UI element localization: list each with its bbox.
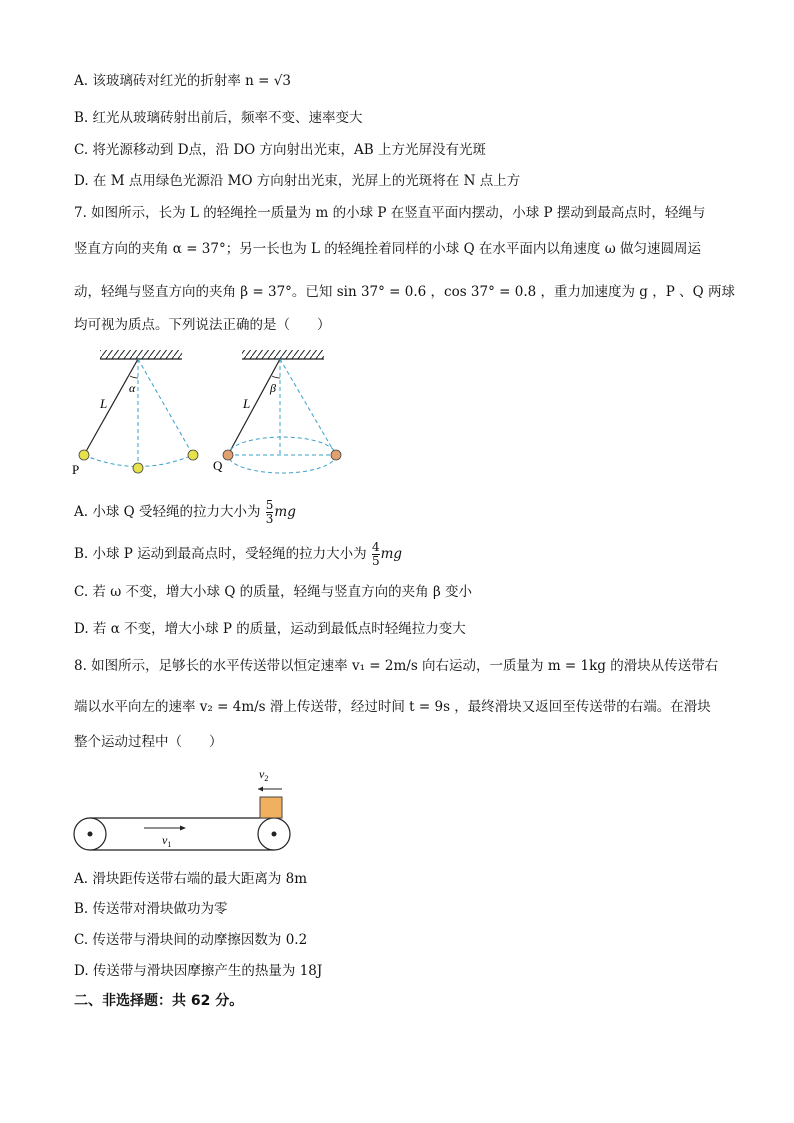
q6-option-d: D. 在 M 点用绿色光源沿 MO 方向射出光束，光屏上的光斑将在 N 点上方 <box>74 173 521 189</box>
ball-p-right <box>188 450 198 460</box>
label-p: P <box>72 462 80 477</box>
q7-option-c: C. 若 ω 不变，增大小球 Q 的质量，轻绳与竖直方向的夹角 β 变小 <box>74 584 473 600</box>
rope-q <box>228 359 280 455</box>
label-l1: L <box>100 396 108 411</box>
slider-block <box>260 797 282 818</box>
q8-option-c: C. 传送带与滑块间的动摩擦因数为 0.2 <box>74 932 308 948</box>
q8-stem-line1: 8. 如图所示，足够长的水平传送带以恒定速率 v₁ = 2m/s 向右运动，一质量为 m = 1kg 的滑块从传送带右 <box>74 658 719 674</box>
q7-stem-line4: 均可视为质点。下列说法正确的是（ ） <box>74 317 331 333</box>
q8-option-a: A. 滑块距传送带右端的最大距离为 8m <box>74 871 308 887</box>
q7-figure <box>60 340 350 480</box>
q7-option-b: B. 小球 P 运动到最高点时，受轻绳的拉力大小为 $\frac{4}{5}$ mg <box>74 540 403 568</box>
q8-stem-line3: 整个运动过程中（ ） <box>74 734 223 750</box>
q7-stem-line3: 动，轻绳与竖直方向的夹角 β = 37°。已知 sin 37° = 0.6 ，cos 37° = 0.8 ，重力加速度为 g ，P 、Q 两球 <box>74 284 735 300</box>
label-beta: β <box>270 381 276 395</box>
q7-option-d: D. 若 α 不变，增大小球 P 的质量，运动到最低点时轻绳拉力变大 <box>74 621 466 637</box>
ball-p <box>79 450 89 460</box>
label-q: Q <box>213 458 223 473</box>
q8-stem-line2: 端以水平向左的速率 v₂ = 4m/s 滑上传送带，经过时间 t = 9s ，最终滑块又返回至传送带的右端。在滑块 <box>74 699 711 715</box>
q6-option-c: C. 将光源移动到 D点，沿 DO 方向射出光束，AB 上方光屏没有光斑 <box>74 142 486 158</box>
q7-stem-line2: 竖直方向的夹角 α = 37°；另一长也为 L 的轻绳拴着同样的小球 Q 在水平面内以角速度 ω 做匀速圆周运 <box>74 241 702 257</box>
ceiling-left <box>100 350 182 359</box>
fraction-5-3: $\frac{5}{3}$ <box>265 498 274 526</box>
rope-p <box>84 359 138 455</box>
fraction-4-5: $\frac{4}{5}$ <box>371 540 380 568</box>
q8-option-b: B. 传送带对滑块做功为零 <box>74 901 228 917</box>
section-heading: 二、非选择题：共 62 分。 <box>74 993 244 1009</box>
ball-p-bottom <box>133 463 143 473</box>
q7-stem-line1: 7. 如图所示，长为 L 的轻绳拴一质量为 m 的小球 P 在竖直平面内摆动，小球 P 摆动到最高点时，轻绳与 <box>74 205 706 221</box>
label-l2: L <box>243 396 251 411</box>
q6-option-b: B. 红光从玻璃砖射出前后，频率不变、速率变大 <box>74 110 363 126</box>
q8-option-d: D. 传送带与滑块因摩擦产生的热量为 18J <box>74 963 323 979</box>
ball-q <box>223 450 233 460</box>
q8-figure <box>66 762 306 854</box>
label-alpha: α <box>129 381 136 395</box>
q6-option-a: A. 该玻璃砖对红光的折射率 n = √3 <box>74 73 291 89</box>
q7-option-a: A. 小球 Q 受轻绳的拉力大小为 $\frac{5}{3}$ mg <box>74 498 296 526</box>
ceiling-right <box>242 350 324 359</box>
label-v1: $v_1$ <box>162 833 172 849</box>
label-v2: $v_2$ <box>259 767 269 783</box>
ball-q-right <box>331 450 341 460</box>
